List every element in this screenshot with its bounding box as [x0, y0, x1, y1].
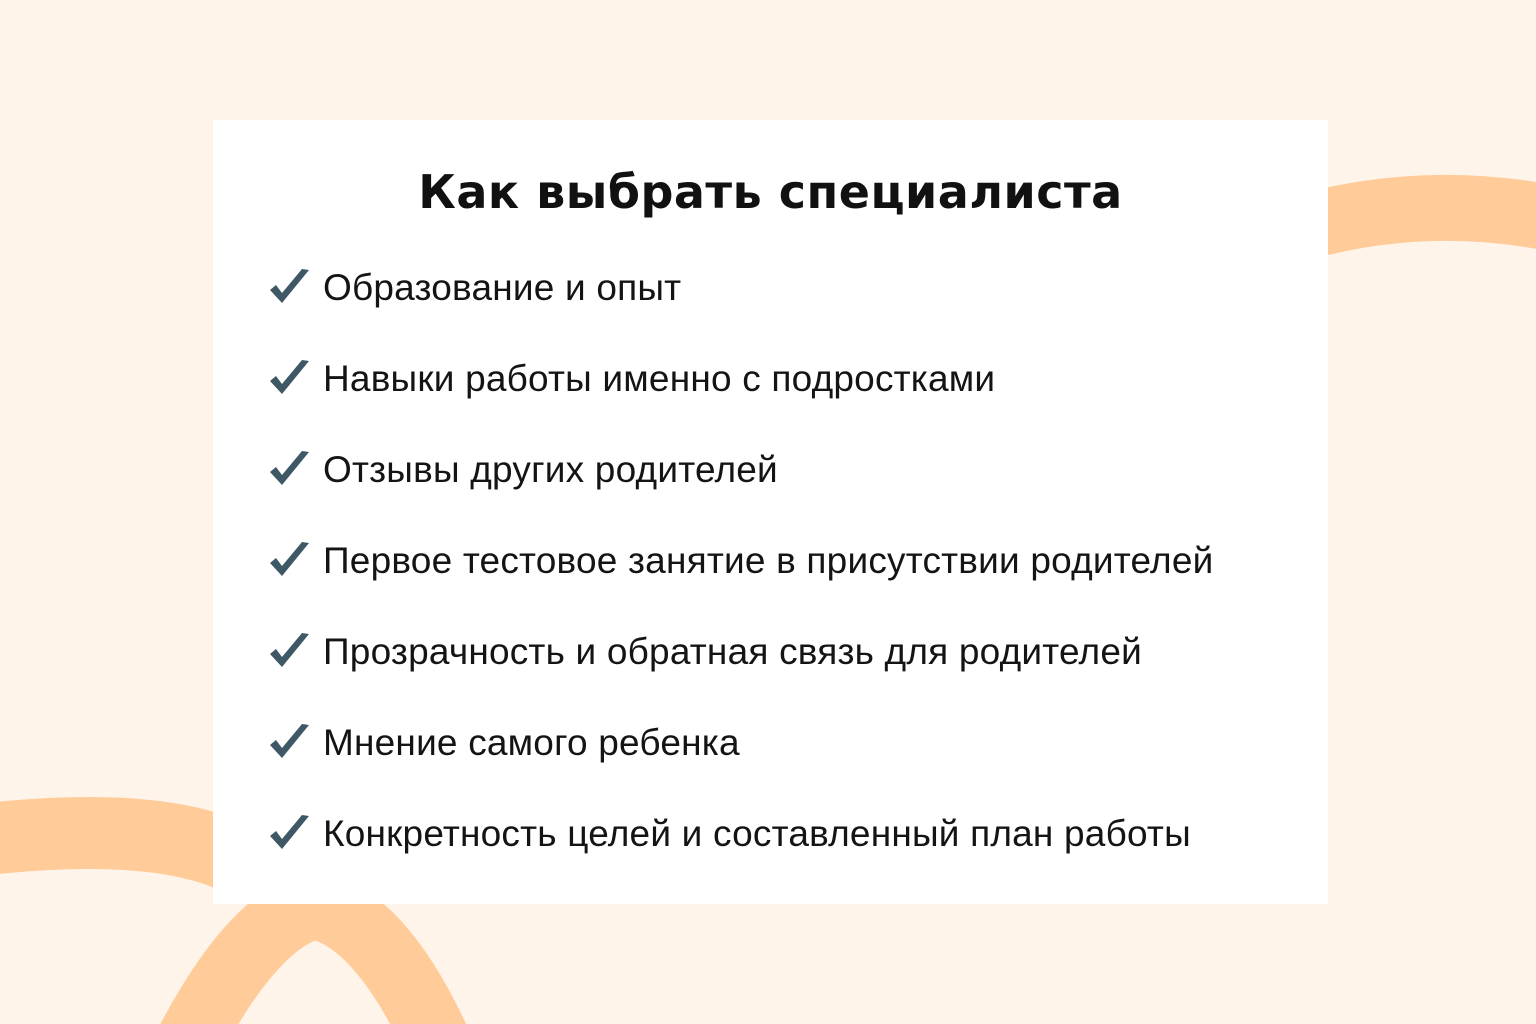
list-item: [265, 515, 1213, 606]
checkmark-icon: [265, 264, 313, 312]
list-item: [265, 333, 1213, 424]
list-item-label: Конкретность целей и составленный план работы: [323, 812, 1191, 854]
checkmark-icon: [265, 446, 313, 494]
checkmark-icon: [265, 719, 313, 767]
list-item: [265, 788, 1213, 879]
list-item-label: Прозрачность и обратная связь для родителей: [323, 630, 1142, 672]
checkmark-icon: [265, 810, 313, 858]
list-item-label: Навыки работы именно с подростками: [323, 357, 996, 399]
list-item-label: Образование и опыт: [323, 266, 682, 308]
list-item: [265, 242, 1213, 333]
list-item: [265, 606, 1213, 697]
checkmark-icon: [265, 537, 313, 585]
criteria-list: [265, 242, 1213, 879]
list-item-label: Первое тестовое занятие в присутствии родителей: [323, 539, 1214, 581]
list-item-label: Мнение самого ребенка: [323, 721, 740, 763]
list-item: [265, 697, 1213, 788]
decorative-arc-bottom-left: [0, 833, 240, 860]
decorative-arc-bottom-loop: [180, 905, 445, 1024]
checkmark-icon: [265, 628, 313, 676]
list-item: [265, 424, 1213, 515]
list-item-label: Отзывы других родителей: [323, 448, 778, 490]
checkmark-icon: [265, 355, 313, 403]
page-title: Как выбрать специалиста: [418, 165, 1123, 219]
